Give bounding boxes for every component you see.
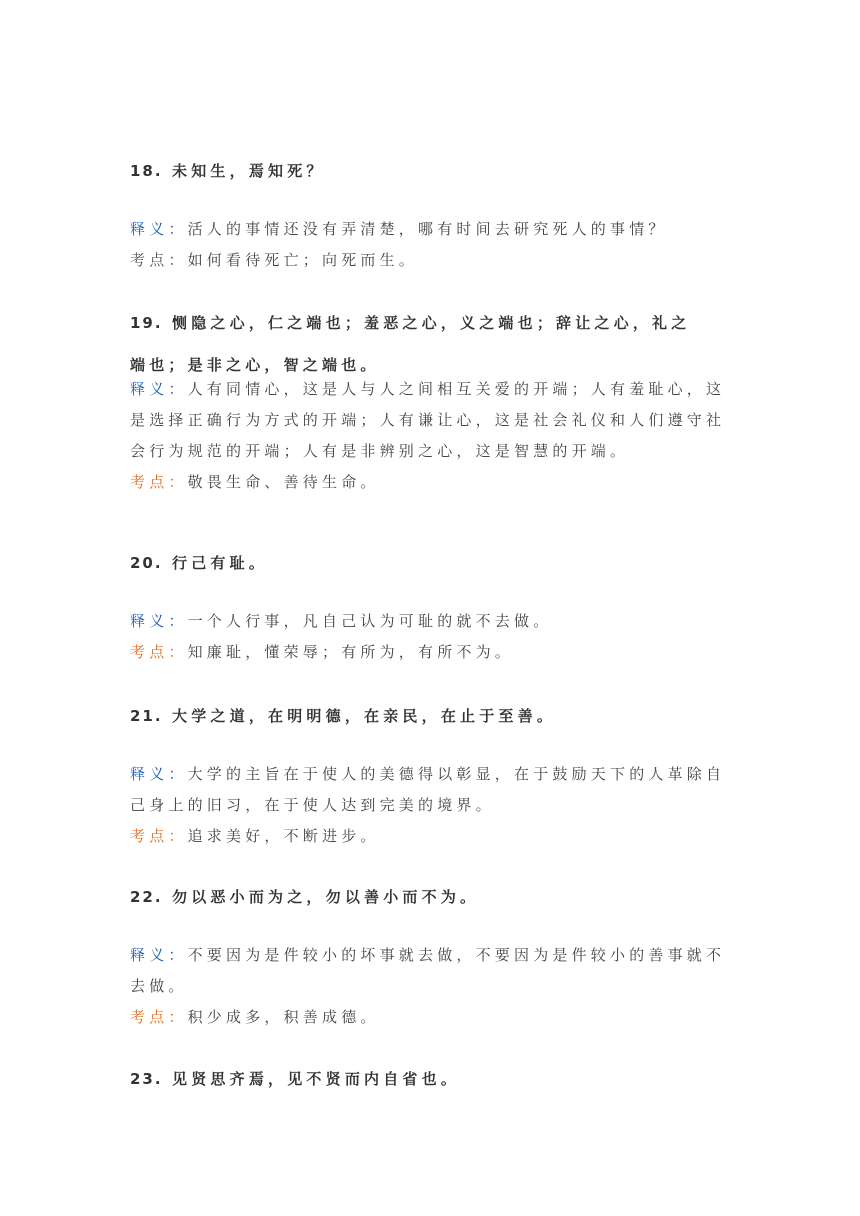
point-paragraph	[130, 821, 730, 852]
explanation-text: 不要因为是件较小的坏事就去做，不要因为是件较小的善事就不去做。	[130, 946, 726, 995]
explanation-paragraph	[130, 214, 730, 245]
entry-18	[130, 150, 730, 276]
point-text: 敬畏生命、善待生命。	[187, 473, 380, 491]
entry-title: 行己有耻。	[172, 554, 269, 572]
explanation-paragraph	[130, 759, 730, 821]
explanation-label: 释义：	[130, 946, 188, 964]
entry-heading	[130, 1058, 730, 1100]
entry-number: 22.	[130, 888, 163, 906]
point-label: 考点：	[130, 1008, 188, 1026]
entry-number: 19.	[130, 314, 163, 332]
explanation-label: 释义：	[130, 220, 188, 238]
entry-number: 20.	[130, 554, 163, 572]
entry-number: 23.	[130, 1070, 163, 1088]
entry-heading	[130, 695, 730, 737]
point-text: 追求美好，不断进步。	[187, 827, 380, 845]
entry-20	[130, 542, 730, 668]
point-paragraph	[130, 467, 730, 498]
explanation-label: 释义：	[130, 380, 188, 398]
explanation-label: 释义：	[130, 765, 188, 783]
point-label: 考点：	[130, 643, 188, 661]
point-text: 知廉耻，懂荣辱；有所为，有所不为。	[187, 643, 515, 661]
point-paragraph	[130, 245, 730, 276]
entry-title-line2: 端也；是非之心，智之端也。	[130, 356, 380, 374]
point-text: 积少成多，积善成德。	[187, 1008, 380, 1026]
entry-title-line1: 恻隐之心，仁之端也；羞恶之心，义之端也；辞让之心，礼之	[172, 314, 691, 332]
entry-19	[130, 302, 730, 498]
explanation-text: 大学的主旨在于使人的美德得以彰显，在于鼓励天下的人革除自己身上的旧习，在于使人达到完美的境界。	[130, 765, 726, 814]
entry-heading	[130, 876, 730, 918]
point-paragraph	[130, 637, 730, 668]
entry-21	[130, 695, 730, 852]
explanation-text: 活人的事情还没有弄清楚，哪有时间去研究死人的事情？	[187, 220, 668, 238]
explanation-text: 人有同情心，这是人与人之间相互关爱的开端；人有羞耻心，这是选择正确行为方式的开端；人有谦让心，这是社会礼仪和人们遵守社会行为规范的开端；人有是非辨别之心，这是智慧的开端。	[130, 380, 726, 460]
entry-heading	[130, 542, 730, 584]
explanation-paragraph	[130, 606, 730, 637]
entry-number: 18.	[130, 162, 163, 180]
entry-title: 大学之道，在明明德，在亲民，在止于至善。	[172, 707, 557, 725]
entry-number: 21.	[130, 707, 163, 725]
point-label: 考点：	[130, 251, 188, 269]
point-text: 如何看待死亡；向死而生。	[187, 251, 419, 269]
entry-heading	[130, 150, 730, 192]
entry-23	[130, 1058, 730, 1100]
entry-title: 勿以恶小而为之，勿以善小而不为。	[172, 888, 480, 906]
explanation-label: 释义：	[130, 612, 188, 630]
entry-22	[130, 876, 730, 1033]
entry-title: 未知生，焉知死？	[172, 162, 326, 180]
point-label: 考点：	[130, 473, 188, 491]
point-label: 考点：	[130, 827, 188, 845]
explanation-text: 一个人行事，凡自己认为可耻的就不去做。	[187, 612, 553, 630]
entry-heading	[130, 302, 730, 344]
explanation-paragraph	[130, 940, 730, 1002]
entry-title: 见贤思齐焉，见不贤而内自省也。	[172, 1070, 461, 1088]
point-paragraph	[130, 1002, 730, 1033]
explanation-paragraph	[130, 374, 730, 467]
